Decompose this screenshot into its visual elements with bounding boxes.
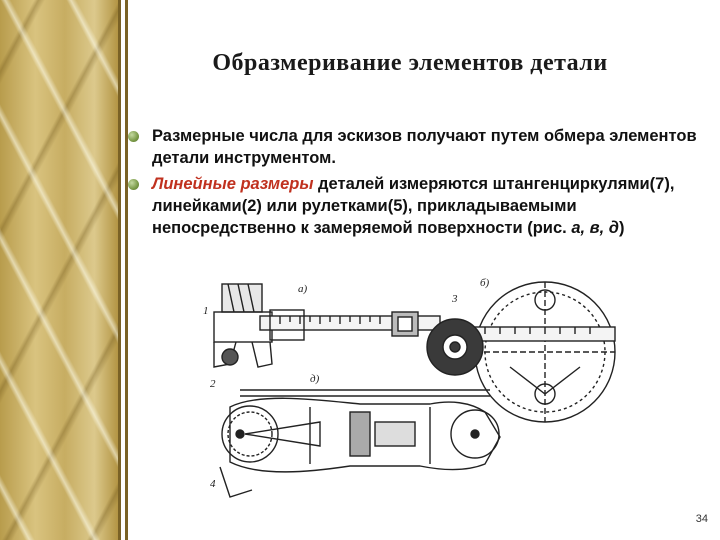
caliper-drawing	[214, 284, 440, 367]
bullet-text: Размерные числа для эскизов получают путем обмера элементов детали инструментом.	[152, 127, 697, 167]
bullet-text: деталей измеряются штангенциркулями(7), линейками(2) или рулетками(5), прикладываемыми непосредственно к замеряемой поверхности (рис.	[152, 175, 675, 237]
bullet-tail: )	[619, 219, 625, 237]
fig-label-a: а)	[298, 283, 308, 295]
fig-number-1: 1	[203, 305, 209, 317]
fig-label-b: б)	[480, 277, 490, 289]
figure-references: а, в, д	[571, 219, 619, 237]
fig-label-d: д)	[310, 373, 320, 385]
bullet-dot-icon	[128, 131, 139, 142]
tape-measure-drawing	[427, 319, 483, 375]
fig-number-4: 4	[210, 478, 216, 490]
fig-number-2: 2	[210, 378, 216, 390]
bullet-item-2	[126, 173, 706, 239]
page-number: 34	[695, 513, 708, 525]
band-divider-line-2	[125, 0, 128, 540]
bullet-item-1	[126, 125, 706, 169]
measuring-tools-figure	[200, 272, 625, 517]
ruler-shaft-drawing	[220, 390, 500, 497]
bullet-list	[126, 125, 706, 243]
band-divider-line	[118, 0, 121, 540]
decorative-marble-band	[0, 0, 118, 540]
slide-title: Образмеривание элементов детали	[212, 50, 608, 76]
highlighted-term: Линейные размеры	[152, 175, 314, 193]
fig-number-3: 3	[452, 293, 458, 305]
bullet-dot-icon	[128, 179, 139, 190]
